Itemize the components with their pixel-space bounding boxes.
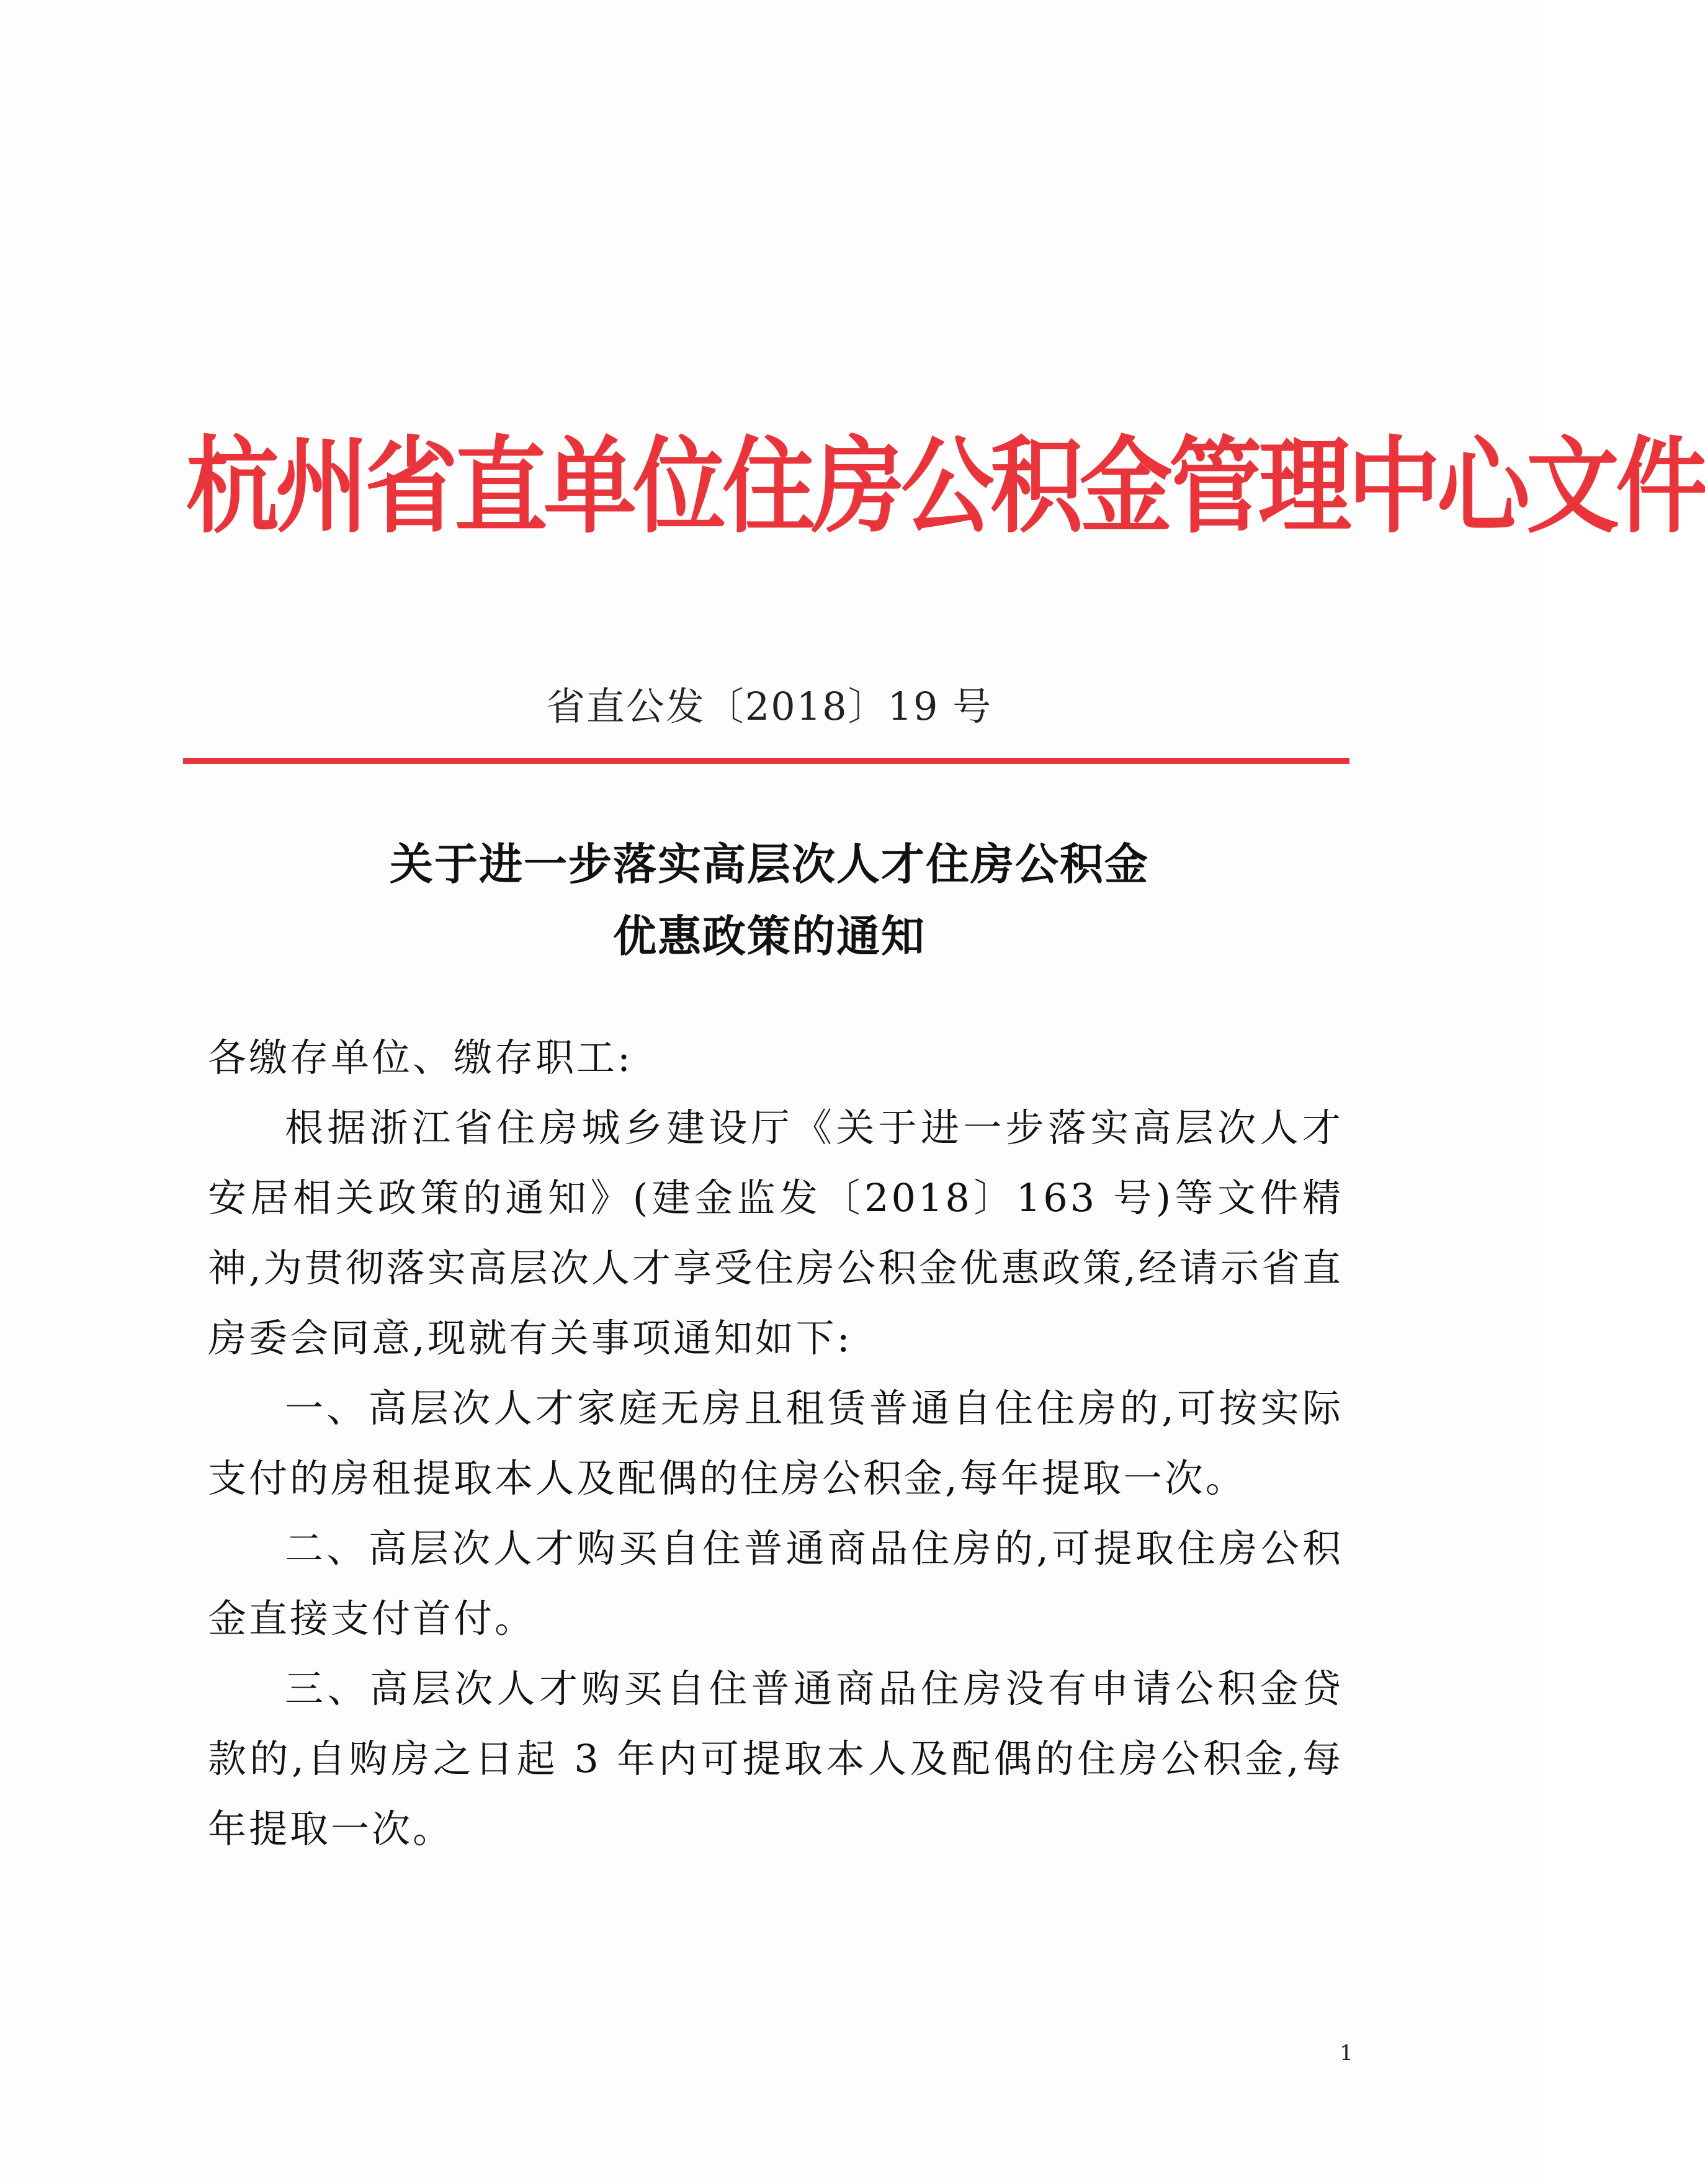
paragraph-item-3: 三、高层次人才购买自住普通商品住房没有申请公积金贷款的,自购房之日起 3 年内可提取本人及配偶的住房公积金,每年提取一次。 [208, 1666, 1343, 1851]
red-divider-line [183, 758, 1349, 764]
paragraph-item-2: 二、高层次人才购买自住普通商品住房的,可提取住房公积金直接支付首付。 [208, 1526, 1343, 1641]
salutation: 各缴存单位、缴存职工: [208, 1035, 633, 1080]
notice-title [186, 828, 1353, 972]
document-number: 省直公发〔2018〕19 号 [546, 684, 993, 729]
paragraph-intro: 根据浙江省住房城乡建设厅《关于进一步落实高层次人才安居相关政策的通知》(建金监发〔2018〕163 号)等文件精神,为贯彻落实高层次人才享受住房公积金优惠政策,经请示省直房委会同意,现就有关事项通知如下: [208, 1105, 1343, 1361]
issuer-masthead: 杭州省直单位住房公积金管理中心文件 [186, 425, 1705, 548]
notice-title-line-1: 关于进一步落实高层次人才住房公积金 [390, 838, 1149, 890]
paragraph-item-1: 一、高层次人才家庭无房且租赁普通自住住房的,可按实际支付的房租提取本人及配偶的住房公积金,每年提取一次。 [208, 1385, 1343, 1501]
page-number: 1 [1340, 2041, 1353, 2065]
notice-title-line-2: 优惠政策的通知 [613, 910, 926, 962]
notice-body [208, 1023, 1343, 1864]
